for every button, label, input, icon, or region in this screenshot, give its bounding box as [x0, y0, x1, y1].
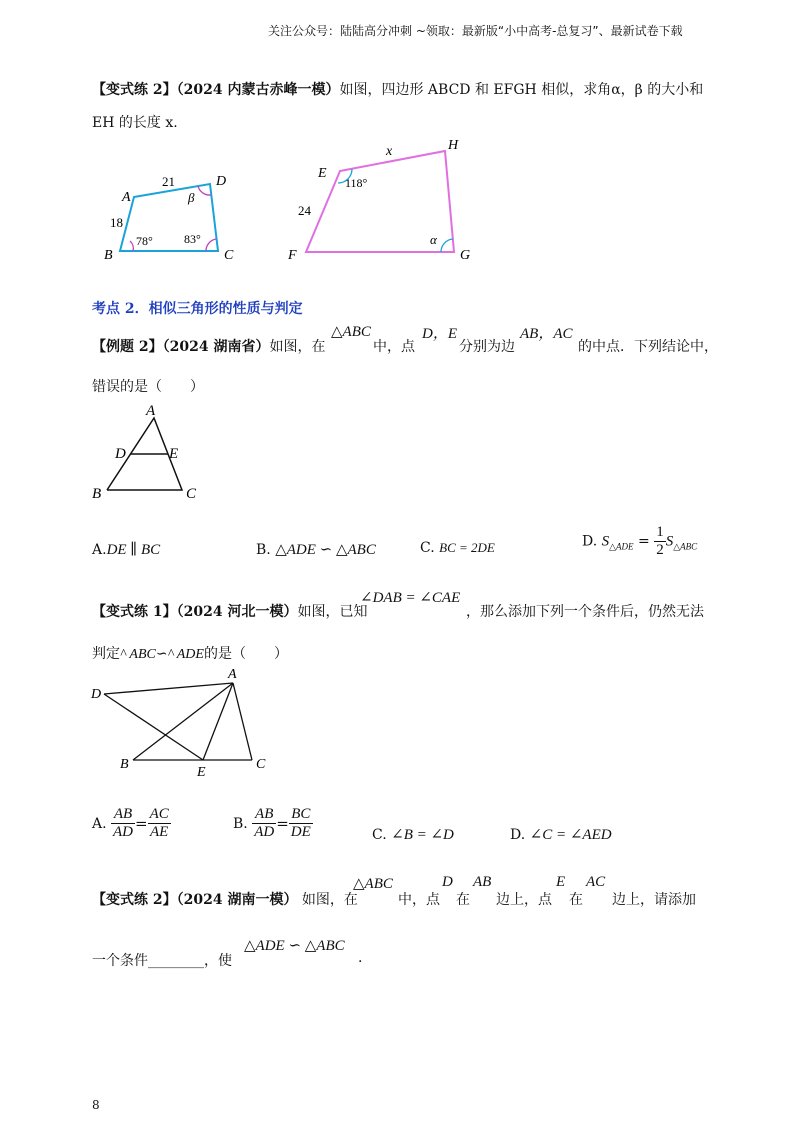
option-b-frac-2: [289, 806, 313, 841]
label-a: A: [122, 190, 131, 205]
v2-line2-a: 一个条件________，使: [92, 953, 232, 969]
label-b: B: [92, 486, 102, 502]
v1-line2-b: ^ ABC∽^ ADE: [120, 647, 204, 662]
label-d: D: [115, 446, 126, 462]
angle-c-label: 83°: [184, 232, 201, 246]
angle-b-label: 78°: [136, 234, 153, 248]
label-b: B: [104, 248, 113, 260]
option-a-label: A.: [92, 542, 107, 558]
option-b-label: B.: [256, 542, 271, 558]
frac-den: AD: [254, 824, 275, 840]
option-b-frac-1: [252, 806, 276, 841]
ex2-text-4: 的中点．下列结论中，: [578, 339, 718, 355]
angle-d-arc: [198, 186, 211, 195]
v2-line2-c: .: [358, 950, 363, 966]
side-ef-label: 24: [298, 203, 311, 218]
label-g: G: [460, 248, 471, 260]
frac-num: AB: [111, 806, 135, 824]
ex2-option-b[interactable]: [256, 540, 376, 559]
option-b-text: △ADE ∽ △ABC: [275, 542, 376, 558]
ex2-points: D，E: [422, 326, 457, 342]
option-a-frac-1: [111, 806, 135, 841]
ex2-option-c[interactable]: [420, 540, 495, 556]
frac-num: AB: [252, 806, 276, 824]
v2-text-3: 在: [456, 892, 470, 908]
option-d-sub-right: △ABC: [673, 541, 698, 552]
side-ad-label: 21: [162, 174, 175, 189]
ex2-option-d[interactable]: D. $S_{\triangle ADE}$ = $\frac{1}{2}$ $S_{\triangle ABC}$: [582, 524, 698, 558]
option-c-label: C.: [372, 827, 387, 843]
page-number: 8: [92, 1098, 100, 1112]
v1-condition: ∠DAB = ∠CAE: [360, 590, 461, 606]
angle-b-arc: [130, 241, 133, 251]
ex2-option-a[interactable]: [92, 540, 160, 559]
ex2-text-1: 如图，在: [269, 339, 326, 355]
label-e: E: [169, 446, 179, 462]
label-a: A: [146, 403, 156, 419]
option-d-s-right: S: [665, 533, 674, 550]
triangle-figure: [88, 400, 218, 505]
v2-point-d: D: [442, 874, 453, 890]
ex2-line2: 错误的是（ ）: [92, 379, 204, 395]
q1-line1: [92, 79, 703, 99]
v1-text-2: ，那么添加下列一个条件后，仍然无法: [466, 604, 704, 620]
side-ab-label: 18: [110, 215, 123, 230]
label-c: C: [224, 248, 234, 260]
section-title: 考点 2．相似三角形的性质与判定: [92, 301, 303, 317]
quad-abcd: [120, 184, 218, 251]
v1-line2-c: 的是（ ）: [203, 646, 288, 662]
ex2-triangle: △ABC: [331, 324, 371, 340]
option-c-text: BC = 2DE: [439, 540, 495, 555]
label-d: D: [216, 174, 227, 189]
frac-den: DE: [290, 824, 311, 840]
option-d-text: ∠C = ∠AED: [529, 827, 612, 843]
ex2-text-3: 分别为边: [459, 339, 515, 355]
fraction-den: 2: [656, 542, 664, 558]
v2-tag: 【变式练 2】: [92, 892, 177, 908]
label-e: E: [197, 765, 206, 779]
ex2-source: （2024 湖南省）: [162, 339, 270, 355]
option-d-label: D.: [510, 827, 526, 843]
option-d-fraction: [654, 524, 666, 559]
v1-line2: [92, 643, 288, 663]
v2-similarity: △ADE ∽ △ABC: [244, 938, 345, 954]
label-c: C: [256, 757, 266, 772]
v2-text-2: 中，点: [398, 892, 440, 908]
v1-option-c[interactable]: [372, 825, 454, 844]
v1-text-1: 如图，已知: [297, 604, 368, 620]
v2-source: （2024 湖南一模）: [176, 892, 298, 908]
q1-line2: EH 的长度 x.: [92, 115, 178, 131]
ex2-tag: 【例题 2】: [92, 339, 163, 355]
angle-figure: [88, 664, 278, 779]
v1-option-a[interactable]: [92, 806, 171, 841]
angle-g-arc: [441, 239, 453, 252]
label-c: C: [186, 486, 197, 502]
v2-text-1: 如图，在: [301, 892, 358, 908]
label-d: D: [91, 687, 102, 702]
v2-triangle: △ABC: [353, 876, 393, 892]
page-header: 关注公众号：陆陆高分冲刺 ~领取：最新版“小中高考-总复习”、最新试卷下载: [268, 24, 683, 38]
ex2-line1: [92, 336, 325, 356]
label-f: F: [288, 248, 297, 260]
beta-label: β: [188, 190, 195, 205]
option-d-label: D.: [582, 533, 598, 550]
ex2-text-2: 中，点: [373, 339, 415, 355]
option-c-text: ∠B = ∠D: [391, 827, 454, 843]
frac-den: AD: [113, 824, 134, 840]
v2-text-5: 在: [569, 892, 583, 908]
q1-text: 如图，四边形 ABCD 和 EFGH 相似，求角α，β 的大小和: [339, 82, 704, 98]
label-a: A: [228, 667, 237, 682]
frac-num: AC: [149, 806, 169, 822]
alpha-label: α: [430, 232, 437, 247]
segment-de: [104, 694, 203, 760]
segment-da: [104, 683, 233, 694]
equals-sign: =: [276, 814, 289, 833]
option-c-label: C.: [420, 540, 435, 556]
equals-sign: =: [135, 814, 148, 833]
frac-den: AE: [150, 824, 169, 840]
fraction-num: 1: [656, 524, 664, 540]
v1-tag: 【变式练 1】: [92, 604, 177, 620]
quadrilaterals-figure: [88, 135, 488, 260]
v1-option-d[interactable]: [510, 825, 612, 844]
ex2-sides: AB，AC: [520, 326, 573, 342]
option-a-label: A.: [92, 815, 107, 832]
frac-num: BC: [289, 806, 313, 824]
v2-side-ab: AB: [473, 874, 492, 890]
angle-c-arc: [206, 239, 216, 251]
v1-line1: [92, 601, 367, 621]
segment-ac: [233, 683, 252, 760]
label-h: H: [448, 138, 459, 153]
option-a-frac-2: [148, 806, 171, 841]
q1-source: （2024 内蒙古赤峰一模）: [176, 82, 340, 98]
v1-line2-a: 判定: [92, 646, 120, 662]
angle-e-label: 118°: [345, 176, 368, 190]
v1-option-b[interactable]: [233, 806, 313, 841]
label-b: B: [120, 757, 129, 772]
v2-point-e: E: [556, 874, 566, 890]
v1-source: （2024 河北一模）: [176, 604, 298, 620]
v2-side-ac: AC: [586, 874, 606, 890]
option-b-label: B.: [233, 815, 248, 832]
label-e: E: [318, 166, 327, 181]
q1-tag: 【变式练 2】: [92, 82, 177, 98]
side-eh-label: x: [386, 144, 393, 159]
option-d-s-left: S: [601, 533, 610, 550]
v2-text-4: 边上，点: [496, 892, 552, 908]
option-a-text: DE ∥ BC: [106, 542, 161, 558]
option-d-sub-left: △ADE: [609, 541, 634, 552]
v2-text-6: 边上，请添加: [612, 892, 696, 908]
v2-line1: [92, 889, 358, 909]
